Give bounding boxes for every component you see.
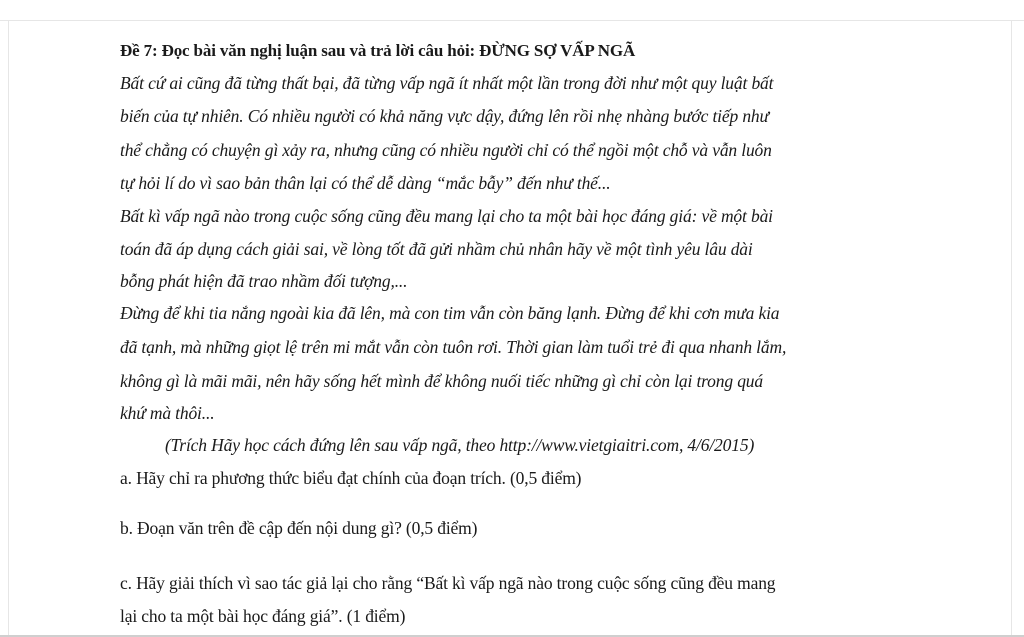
- question-b: b. Đoạn văn trên đề cập đến nội dung gì? (0,5 điểm): [120, 518, 478, 538]
- top-border: [0, 20, 1024, 21]
- question-c-line-1: c. Hãy giải thích vì sao tác giả lại cho rằng “Bất kì vấp ngã nào trong cuộc sống cũng đều mang: [120, 573, 776, 593]
- passage-line-6: toán đã áp dụng cách giải sai, về lòng tốt đã gửi nhầm chủ nhân hãy về một tình yêu lâu dài: [120, 239, 753, 259]
- question-c-line-2: lại cho ta một bài học đáng giá”. (1 điểm): [120, 606, 406, 626]
- left-border: [8, 20, 9, 637]
- passage-line-5: Bất kì vấp ngã nào trong cuộc sống cũng đều mang lại cho ta một bài học đáng giá: về một bài: [120, 206, 773, 226]
- passage-line-3: thể chẳng có chuyện gì xảy ra, nhưng cũng có nhiều người chỉ có thể ngồi một chỗ và vẫn luôn: [120, 140, 772, 160]
- passage-line-8: Đừng để khi tia nắng ngoài kia đã lên, mà con tim vẫn còn băng lạnh. Đừng để khi cơn mưa kia: [120, 303, 780, 323]
- right-border: [1011, 20, 1012, 637]
- question-a: a. Hãy chỉ ra phương thức biểu đạt chính của đoạn trích. (0,5 điểm): [120, 468, 582, 488]
- passage-line-9: đã tạnh, mà những giọt lệ trên mi mắt vẫn còn tuôn rơi. Thời gian làm tuổi trẻ đi qua nhanh lắm,: [120, 337, 787, 357]
- passage-line-10: không gì là mãi mãi, nên hãy sống hết mình để không nuối tiếc những gì chỉ còn lại trong quá: [120, 371, 763, 391]
- passage-line-11: khứ mà thôi...: [120, 403, 215, 423]
- passage-line-7: bỗng phát hiện đã trao nhầm đối tượng,...: [120, 271, 408, 291]
- exercise-heading: Đề 7: Đọc bài văn nghị luận sau và trả lời câu hỏi: ĐỪNG SỢ VẤP NGÃ: [120, 41, 636, 60]
- passage-line-4: tự hỏi lí do vì sao bản thân lại có thể dễ dàng “mắc bẫy” đến như thế...: [120, 173, 611, 193]
- passage-line-1: Bất cứ ai cũng đã từng thất bại, đã từng vấp ngã ít nhất một lần trong đời như một quy luật bất: [120, 73, 774, 93]
- passage-line-2: biến của tự nhiên. Có nhiều người có khả năng vực dậy, đứng lên rồi nhẹ nhàng bước tiếp như: [120, 106, 769, 126]
- source-citation: (Trích Hãy học cách đứng lên sau vấp ngã, theo http://www.vietgiaitri.com, 4/6/2015): [165, 435, 755, 455]
